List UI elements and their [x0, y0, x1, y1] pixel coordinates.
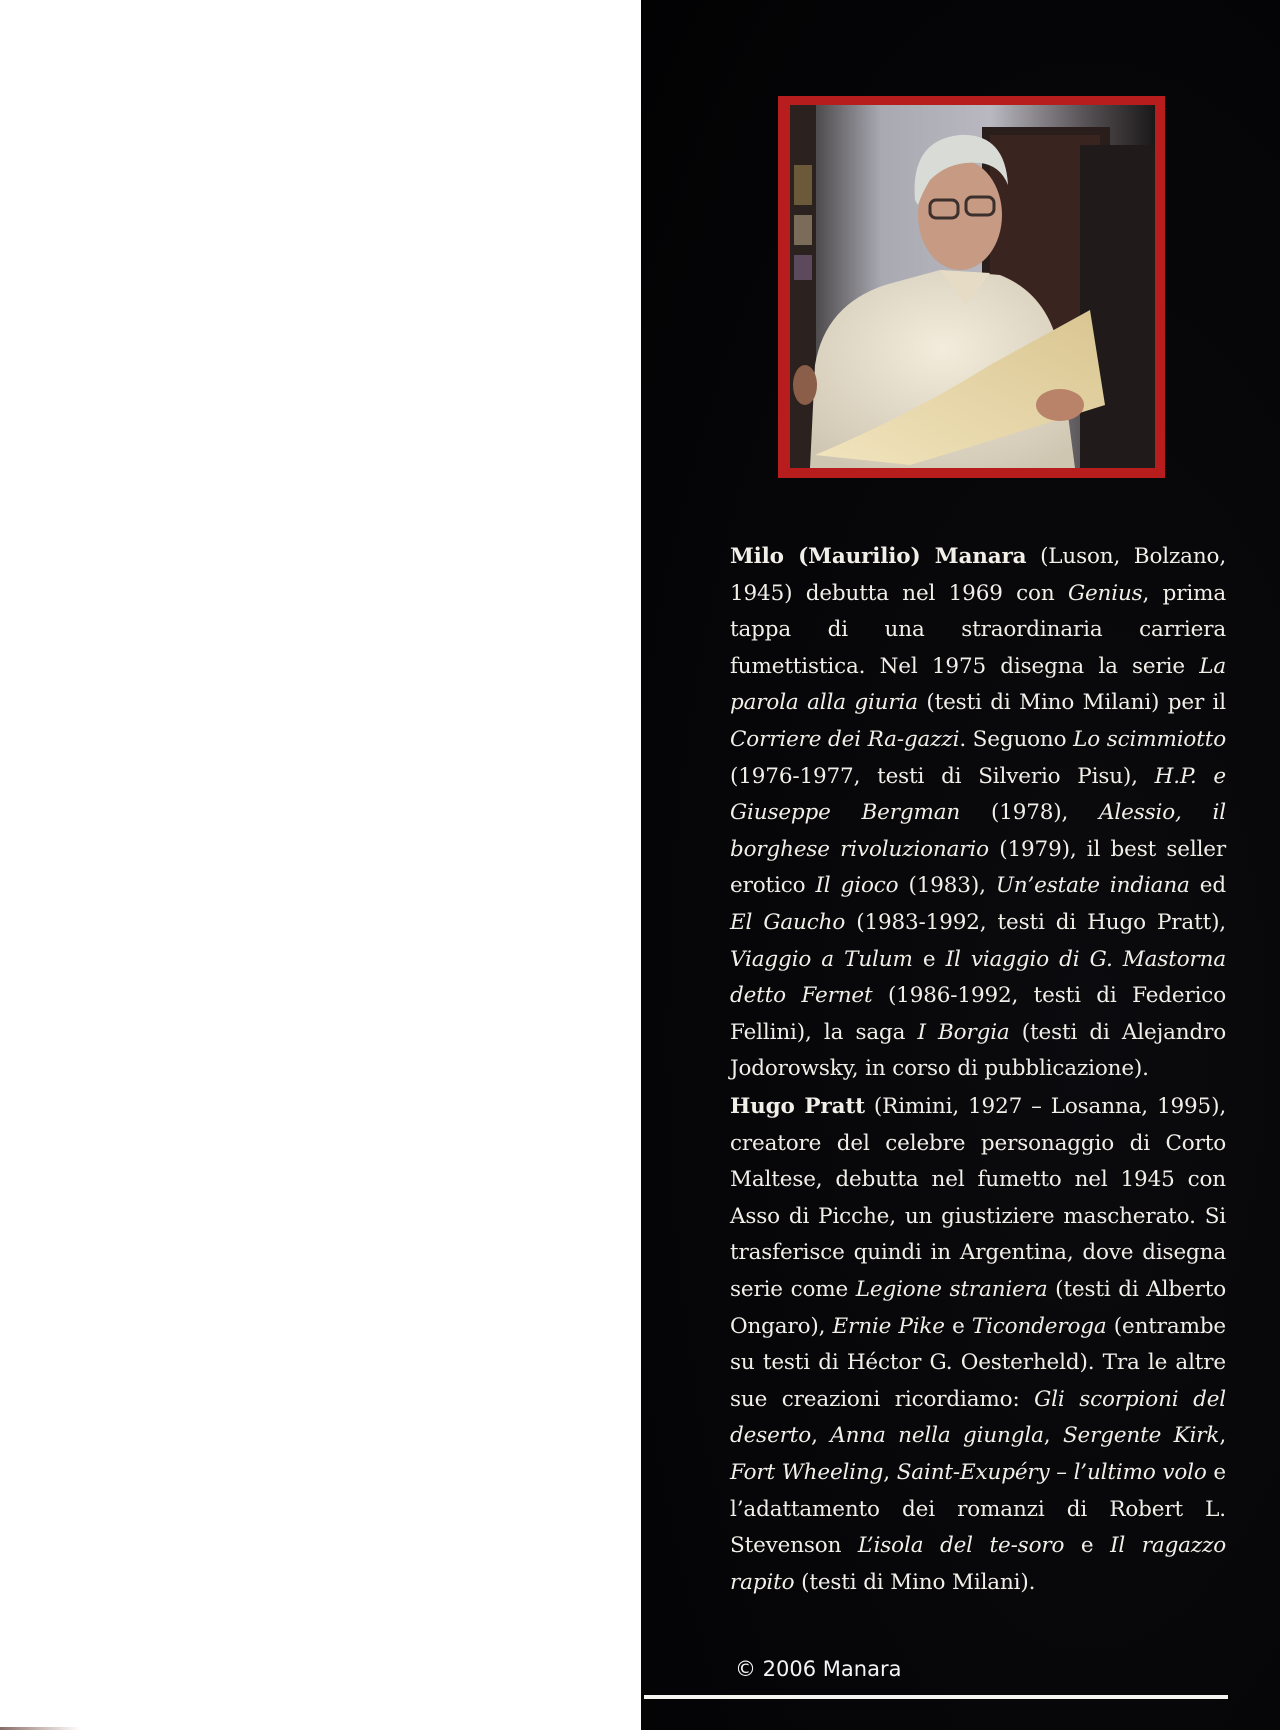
text-run: (1976-1977, testi di Silverio Pisu),: [730, 763, 1155, 789]
copyright-notice: © 2006 Manara: [735, 1657, 902, 1681]
italic-title: Corriere dei Ra-gazzi: [730, 726, 960, 752]
text-run: ,: [1043, 1423, 1063, 1449]
text-run: e: [944, 1313, 972, 1339]
italic-title: Ernie Pike: [832, 1313, 945, 1339]
bio-pratt-name: Hugo Pratt: [730, 1094, 865, 1119]
text-run: . Seguono: [959, 726, 1074, 752]
text-run: e l’adattamento dei romanzi di Robert L. Stevenson: [730, 1459, 1227, 1559]
text-run: (1978),: [960, 800, 1100, 826]
bio-pratt: [730, 1089, 1226, 1601]
text-run: ,: [883, 1459, 897, 1485]
italic-title: I Borgia: [917, 1019, 1010, 1045]
bottom-rule: [644, 1695, 1228, 1699]
portrait-photo-icon: [790, 105, 1155, 468]
text-run: e: [1064, 1533, 1111, 1559]
italic-title: El Gaucho: [730, 909, 846, 935]
italic-title: Il viaggio di G. Mastorna detto Fernet: [730, 946, 1226, 1009]
text-run: (1983),: [898, 873, 996, 899]
bio-manara-name: Milo (Maurilio) Manara: [730, 544, 1027, 569]
text-run: ed: [1189, 873, 1226, 899]
italic-title: Un’estate indiana: [995, 873, 1190, 899]
text-run: (testi di Mino Milani) per il: [917, 690, 1227, 716]
italic-title: Legione straniera: [855, 1276, 1048, 1302]
text-run: (entrambe su testi di Héctor G. Oesterheld). Tra le altre sue creazioni ricordiamo:: [730, 1313, 1226, 1412]
italic-title: Viaggio a Tulum: [730, 946, 913, 972]
text-run: (1986-1992, testi di Federico Fellini), la saga: [730, 983, 1226, 1045]
bio-manara-text: [730, 544, 1226, 1081]
italic-title: La parola alla giuria: [730, 653, 1226, 716]
italic-title: Il gioco: [815, 873, 899, 899]
text-run: ,: [1219, 1423, 1226, 1449]
text-run: (testi di Alberto Ongaro),: [730, 1276, 1226, 1339]
text-run: (Rimini, 1927 – Losanna, 1995), creatore del celebre personaggio di Corto Maltese, debutta nel fumetto nel 1945 con Asso di Picche, un giustiziere mascherato. Si trasferisce quindi in Argentina, dove disegna serie come: [730, 1094, 1227, 1302]
italic-title: Ticonderoga: [971, 1313, 1107, 1339]
bio-manara: [730, 539, 1226, 1088]
text-run: (Luson, Bolzano, 1945) debutta nel 1969 con: [730, 544, 1227, 606]
italic-title: Sergente Kirk: [1062, 1423, 1220, 1449]
italic-title: L’isola del te-soro: [857, 1533, 1065, 1559]
italic-title: Anna nella giungla: [830, 1423, 1044, 1449]
italic-title: Saint-Exupéry – l’ultimo volo: [896, 1459, 1207, 1485]
italic-title: Genius: [1067, 580, 1143, 606]
text-run: (testi di Mino Milani).: [794, 1569, 1036, 1595]
italic-title: Gli scorpioni del deserto: [730, 1386, 1227, 1449]
text-run: (testi di Alejandro Jodorowsky, in corso di pubblicazione).: [730, 1019, 1226, 1082]
italic-title: Lo scimmiotto: [1073, 726, 1227, 752]
text-run: e: [912, 946, 946, 972]
author-photo: [790, 105, 1155, 468]
italic-title: H.P. e Giuseppe Bergman: [730, 763, 1226, 826]
text-run: (1979), il best seller erotico: [730, 836, 1227, 899]
italic-title: Il ragazzo rapito: [730, 1533, 1227, 1595]
italic-title: Fort Wheeling: [730, 1459, 884, 1485]
text-run: ,: [811, 1423, 831, 1449]
bio-pratt-text: [730, 1094, 1226, 1595]
italic-title: Alessio, il borghese rivoluzionario: [730, 800, 1226, 862]
text-run: (1983-1992, testi di Hugo Pratt),: [845, 909, 1226, 935]
text-run: , prima tappa di una straordinaria carriera fumettistica. Nel 1975 disegna la serie: [730, 580, 1226, 679]
